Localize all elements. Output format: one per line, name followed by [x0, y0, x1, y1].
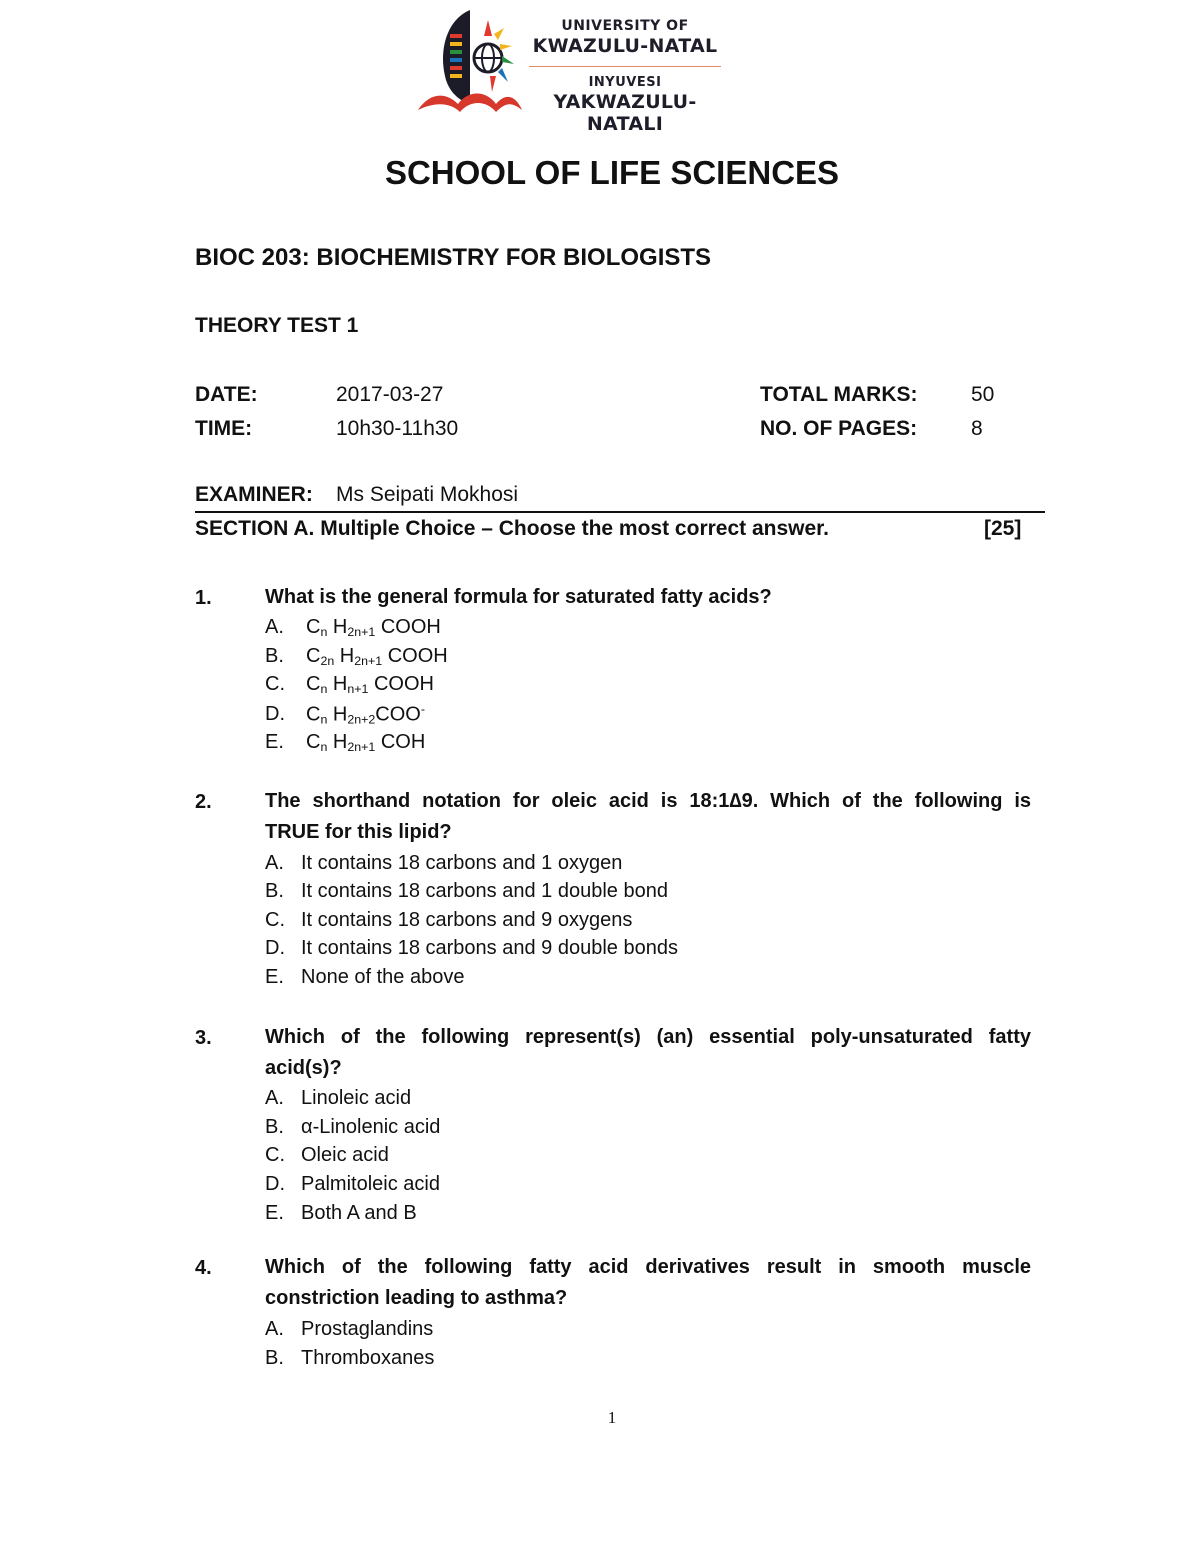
logo-line-4: YAKWAZULU-NATALI: [553, 91, 697, 135]
question-4-number: 4.: [195, 1257, 212, 1279]
option-letter: C.: [265, 1144, 285, 1166]
option-text: It contains 18 carbons and 9 double bonds: [301, 937, 678, 959]
date-label: DATE:: [195, 383, 258, 406]
question-2-option-c[interactable]: [265, 909, 632, 932]
logo-wordmark: [525, 18, 725, 135]
option-text: α-Linolenic acid: [301, 1116, 441, 1138]
question-2-text: [265, 786, 1031, 848]
option-letter: C.: [265, 909, 285, 931]
option-text: Palmitoleic acid: [301, 1173, 440, 1195]
option-text: Both A and B: [301, 1202, 417, 1224]
hydrogen-subscript: 2n+1: [354, 654, 383, 669]
option-letter: C.: [265, 673, 285, 695]
time-label: TIME:: [195, 417, 253, 440]
carbon-subscript: n: [320, 712, 328, 727]
logo-line-1: UNIVERSITY OF: [561, 18, 689, 34]
pages-value: 8: [971, 417, 983, 440]
question-2-option-b[interactable]: [265, 880, 668, 903]
question-4-line-2: constriction leading to asthma?: [265, 1287, 568, 1309]
question-1-text: What is the general formula for saturated fatty acids?: [265, 586, 772, 608]
question-3-option-c[interactable]: [265, 1144, 389, 1167]
question-3-text: [265, 1022, 1031, 1084]
hydrogen-subscript: 2n+1: [347, 625, 376, 640]
carbon-subscript: n: [320, 682, 328, 697]
question-1-number: 1.: [195, 587, 212, 609]
pages-label: NO. OF PAGES:: [760, 417, 918, 440]
section-marks: [25]: [984, 517, 1022, 540]
examiner-label: EXAMINER:: [195, 483, 313, 506]
question-2-option-a[interactable]: [265, 852, 622, 875]
option-letter: E.: [265, 966, 284, 988]
logo-line-3: INYUVESI: [588, 75, 662, 90]
option-letter: A.: [265, 616, 284, 638]
option-text: Oleic acid: [301, 1144, 389, 1166]
logo-divider: [529, 66, 721, 67]
question-4-option-b[interactable]: [265, 1347, 434, 1370]
option-text: It contains 18 carbons and 1 oxygen: [301, 852, 623, 874]
option-letter: E.: [265, 1202, 284, 1224]
option-text: Prostaglandins: [301, 1318, 434, 1340]
option-letter: D.: [265, 937, 285, 959]
question-1-option-e[interactable]: E. $C_n$ $H_{2n+1}$ COH: [265, 731, 426, 755]
option-letter: B.: [265, 880, 284, 902]
question-4-line-1: Which of the following fatty acid derivatives result in smooth muscle: [265, 1256, 1031, 1278]
question-2-option-d[interactable]: [265, 937, 678, 960]
option-letter: B.: [265, 1347, 284, 1369]
question-2-line-1: The shorthand notation for oleic acid is 18:1∆9. Which of the following is: [265, 790, 1031, 812]
question-3-option-b[interactable]: [265, 1116, 440, 1139]
question-4-option-a[interactable]: [265, 1318, 433, 1341]
question-2-line-2: TRUE for this lipid?: [265, 821, 452, 843]
question-2-number: 2.: [195, 791, 212, 813]
carbon-subscript: n: [320, 740, 328, 755]
option-letter: A.: [265, 852, 284, 874]
option-letter: E.: [265, 731, 284, 753]
examiner-value: Ms Seipati Mokhosi: [336, 483, 519, 506]
formula-tail: COOH: [375, 616, 441, 638]
school-title: SCHOOL OF LIFE SCIENCES: [384, 154, 840, 191]
formula-tail: COOH: [382, 645, 448, 667]
charge-superscript: -: [420, 702, 425, 716]
question-2-option-e[interactable]: [265, 966, 464, 989]
option-text: None of the above: [301, 966, 465, 988]
date-value: 2017-03-27: [336, 383, 444, 406]
option-letter: D.: [265, 1173, 285, 1195]
total-marks-label: TOTAL MARKS:: [760, 383, 918, 406]
section-title: SECTION A. Multiple Choice – Choose the most correct answer.: [195, 517, 830, 540]
course-title: BIOC 203: BIOCHEMISTRY FOR BIOLOGISTS: [195, 244, 712, 271]
question-3-line-1: Which of the following represent(s) (an) essential poly-unsaturated fatty: [265, 1026, 1031, 1048]
option-letter: D.: [265, 703, 285, 726]
hydrogen-subscript: n+1: [347, 682, 369, 697]
test-title: THEORY TEST 1: [195, 314, 359, 337]
question-3-option-d[interactable]: [265, 1173, 440, 1196]
option-text: It contains 18 carbons and 9 oxygens: [301, 909, 633, 931]
question-1-option-b[interactable]: B. $C_{2n}$ $H_{2n+1}$ COOH: [265, 645, 448, 669]
question-3-option-a[interactable]: [265, 1087, 411, 1110]
section-divider: [195, 511, 1045, 513]
formula-tail: COO: [375, 703, 421, 726]
option-letter: B.: [265, 1116, 284, 1138]
option-text: Linoleic acid: [301, 1087, 412, 1109]
question-1-option-c[interactable]: C. $C_n$ $H_{n+1}$ COOH: [265, 673, 434, 697]
hydrogen-subscript: 2n+1: [347, 740, 376, 755]
page-number: 1: [607, 1408, 617, 1427]
question-3-option-e[interactable]: [265, 1202, 417, 1225]
question-4-text: [265, 1252, 1031, 1314]
option-text: It contains 18 carbons and 1 double bond: [301, 880, 668, 902]
question-3-line-2: acid(s)?: [265, 1057, 342, 1079]
option-text: Thromboxanes: [301, 1347, 435, 1369]
carbon-subscript: 2n: [320, 654, 335, 669]
carbon-subscript: n: [320, 625, 328, 640]
option-letter: A.: [265, 1087, 284, 1109]
logo-line-2: KWAZULU-NATAL: [532, 35, 718, 57]
hydrogen-subscript: 2n+2: [347, 712, 376, 727]
question-3-number: 3.: [195, 1027, 212, 1049]
formula-tail: COH: [375, 731, 426, 753]
question-1-option-a[interactable]: A. $C_n$ $H_{2n+1}$ COOH: [265, 616, 441, 640]
option-letter: B.: [265, 645, 284, 667]
total-marks-value: 50: [971, 383, 995, 406]
time-value: 10h30-11h30: [336, 417, 459, 440]
formula-tail: COOH: [368, 673, 434, 695]
question-1-option-d[interactable]: D. $C_n$ $H_{2n+2}COO^-$: [265, 702, 425, 727]
option-letter: A.: [265, 1318, 284, 1340]
